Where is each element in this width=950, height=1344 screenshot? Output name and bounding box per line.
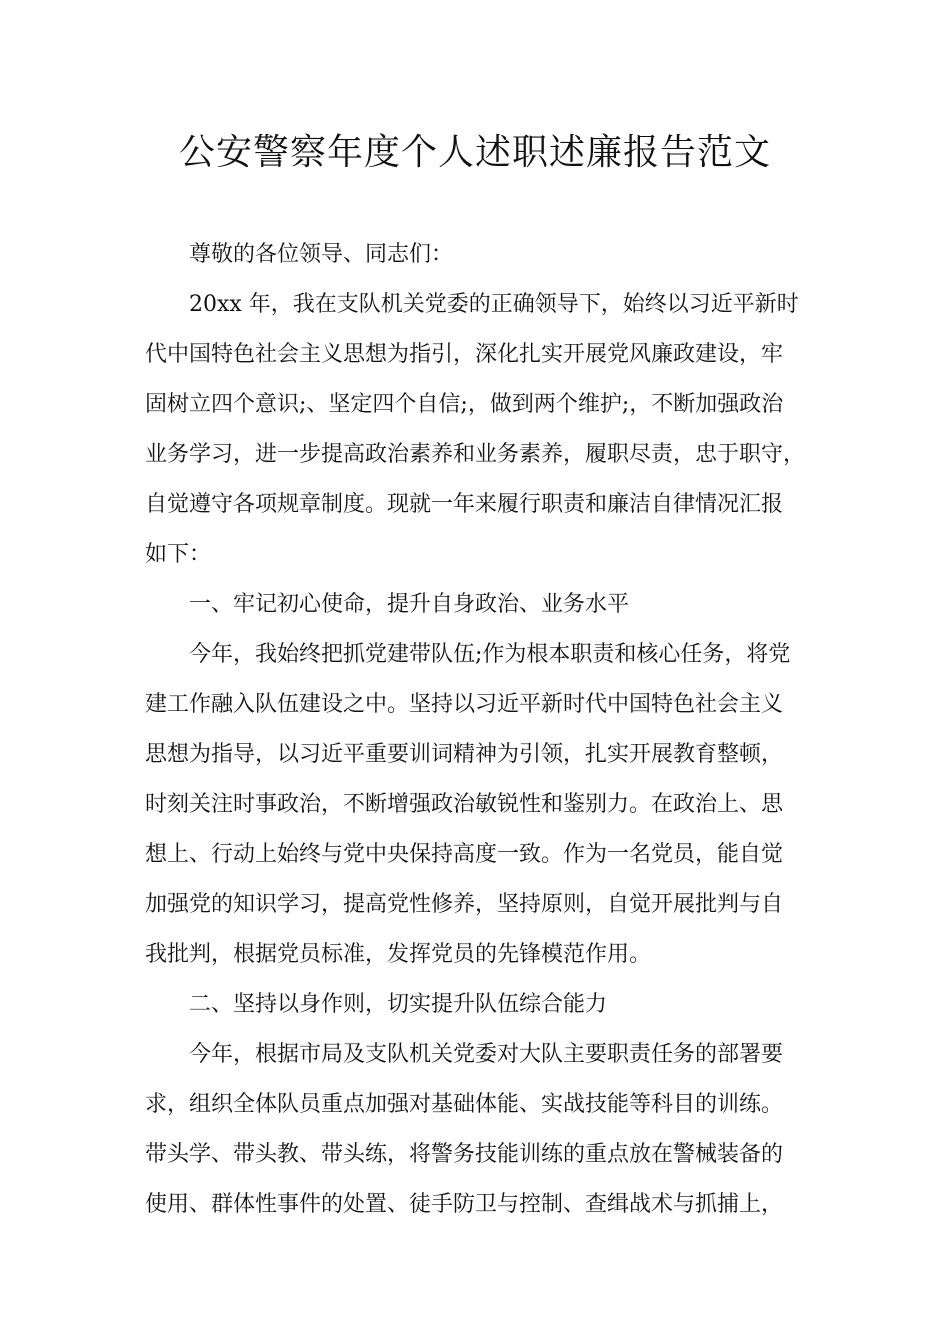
body-line: 固树立四个意识;、坚定四个自信;，做到两个维护;，不断加强政治: [145, 392, 784, 417]
body-line: 建工作融入队伍建设之中。坚持以习近平新时代中国特色社会主义: [145, 692, 784, 717]
body-line: 今年，我始终把抓党建带队伍;作为根本职责和核心任务，将党: [189, 642, 791, 667]
body-line: 思想为指导，以习近平重要训词精神为引领，扎实开展教育整顿，: [145, 742, 784, 767]
body-line: 如下：: [145, 542, 212, 567]
body-line: 业务学习，进一步提高政治素养和业务素养，履职尽责，忠于职守，: [145, 442, 806, 467]
body-line: 时刻关注时事政治，不断增强政治敏锐性和鉴别力。在政治上、思: [145, 792, 784, 817]
body-line: 尊敬的各位领导、同志们：: [189, 242, 454, 267]
document-title: 公安警察年度个人述职述廉报告范文: [178, 132, 771, 173]
body-line: 自觉遵守各项规章制度。现就一年来履行职责和廉洁自律情况汇报: [145, 492, 784, 517]
document-body: [145, 230, 821, 1230]
body-line: 想上、行动上始终与党中央保持高度一致。作为一名党员，能自觉: [145, 842, 784, 867]
body-line: 使用、群体性事件的处置、徒手防卫与控制、查缉战术与抓捕上，: [145, 1192, 784, 1217]
body-line: 求，组织全体队员重点加强对基础体能、实战技能等科目的训练。: [145, 1092, 784, 1117]
section-heading: 二、坚持以身作则，切实提升队伍综合能力: [189, 992, 608, 1017]
body-line: 今年，根据市局及支队机关党委对大队主要职责任务的部署要: [189, 1042, 784, 1067]
body-line: 加强党的知识学习，提高党性修养，坚持原则，自觉开展批判与自: [145, 892, 784, 917]
body-line: 20xx 年，我在支队机关党委的正确领导下，始终以习近平新时: [189, 292, 799, 317]
body-line: 带头学、带头教、带头练，将警务技能训练的重点放在警械装备的: [145, 1142, 784, 1167]
section-heading: 一、牢记初心使命，提升自身政治、业务水平: [189, 592, 630, 617]
body-line: 我批判，根据党员标准，发挥党员的先锋模范作用。: [145, 942, 652, 967]
body-line: 代中国特色社会主义思想为指引，深化扎实开展党风廉政建设，牢: [145, 342, 784, 367]
